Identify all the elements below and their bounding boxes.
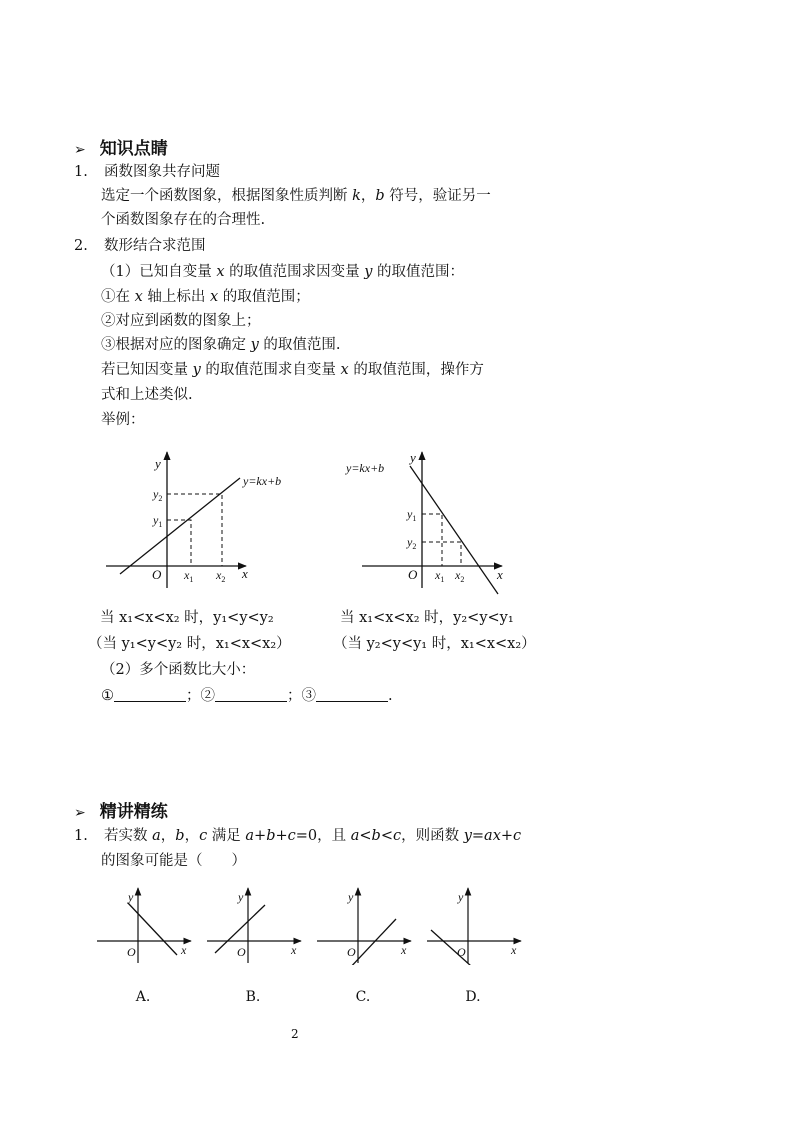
graph-increasing bbox=[100, 448, 320, 598]
text-run: 选定一个函数图象，根据图象性质判断 bbox=[101, 188, 353, 204]
graph2-condition-reverse: （当 y₂<y<y₁ 时，x₁<x<x₂） bbox=[333, 636, 536, 652]
option-a-graph[interactable] bbox=[95, 885, 195, 965]
graph-decreasing bbox=[340, 448, 520, 598]
text-run: 的取值范围. bbox=[258, 337, 341, 353]
item-2-sub1 bbox=[101, 262, 464, 282]
var-y: y bbox=[192, 362, 201, 378]
item-number: 1. bbox=[74, 164, 88, 180]
var-c: c bbox=[199, 828, 208, 844]
label-y: y bbox=[410, 450, 416, 465]
circled-2: ② bbox=[200, 688, 215, 704]
label-x: x bbox=[181, 943, 187, 957]
label-origin: O bbox=[152, 567, 162, 582]
inequality: a<b<c bbox=[350, 828, 402, 844]
text-run: 的取值范围： bbox=[372, 264, 465, 280]
section-title-knowledge bbox=[74, 134, 168, 159]
text-run: 若实数 bbox=[104, 828, 153, 844]
circled-3: ③ bbox=[301, 688, 316, 704]
var-b: b bbox=[375, 188, 385, 204]
label-y2: $y_2$ bbox=[153, 487, 163, 503]
label-x: x bbox=[511, 943, 517, 957]
blank-3[interactable] bbox=[316, 687, 388, 702]
blank-1[interactable] bbox=[114, 687, 186, 702]
circled-1: ① bbox=[101, 688, 114, 704]
section-title-practice bbox=[74, 797, 168, 822]
label-origin: O bbox=[127, 945, 136, 959]
section-title-text: 知识点睛 bbox=[99, 139, 168, 159]
option-d-graph[interactable] bbox=[425, 885, 525, 965]
text-run: ， bbox=[184, 828, 200, 844]
item-2-sub2: （2）多个函数比大小： bbox=[101, 662, 256, 678]
text-run: ①在 bbox=[101, 289, 135, 305]
var-y: y bbox=[364, 264, 373, 280]
label-y: y bbox=[155, 456, 161, 471]
var-y: y bbox=[250, 337, 259, 353]
fill-in-blanks bbox=[101, 686, 393, 706]
text-run: ，则函数 bbox=[401, 828, 464, 844]
text-run: 符号，验证另一 bbox=[384, 188, 491, 204]
option-line bbox=[431, 930, 481, 965]
label-x: x bbox=[242, 566, 248, 581]
label-function: y=kx+b bbox=[243, 474, 282, 488]
label-y1: $y_1$ bbox=[407, 507, 417, 523]
var-a: a bbox=[152, 828, 161, 844]
function-expr: y=ax+c bbox=[463, 828, 522, 844]
label-x2: $x_2$ bbox=[455, 568, 465, 584]
item-title-text: 数形结合求范围 bbox=[104, 238, 206, 254]
graph1-condition-reverse: （当 y₁<y<y₂ 时，x₁<x<x₂） bbox=[88, 636, 291, 652]
item-number: 2. bbox=[74, 238, 88, 254]
item-title-text: 函数图象共存问题 bbox=[104, 164, 220, 180]
separator: ； bbox=[186, 688, 201, 704]
item-2-step1 bbox=[101, 287, 310, 307]
var-x: x bbox=[216, 264, 225, 280]
text-run: 的取值范围，操作方 bbox=[348, 362, 484, 378]
text-run: 的取值范围求自变量 bbox=[200, 362, 341, 378]
item-2-step2: ②对应到函数的图象上； bbox=[101, 313, 261, 329]
item-2-reverse-line1 bbox=[101, 360, 484, 380]
label-origin: O bbox=[347, 945, 356, 959]
text-run: 的取值范围； bbox=[218, 289, 310, 305]
label-x2: $x_2$ bbox=[216, 568, 226, 584]
label-y: y bbox=[128, 890, 134, 904]
option-b-graph[interactable] bbox=[205, 885, 305, 965]
item-1-title bbox=[74, 162, 220, 182]
label-x: x bbox=[497, 567, 503, 582]
graph2-condition: 当 x₁<x<x₂ 时，y₂<y<y₁ bbox=[340, 610, 514, 626]
item-2-title bbox=[74, 236, 206, 256]
label-origin: O bbox=[237, 945, 246, 959]
section-title-text: 精讲精练 bbox=[99, 802, 168, 822]
var-x: x bbox=[210, 289, 219, 305]
label-y: y bbox=[458, 890, 464, 904]
period: . bbox=[388, 688, 393, 704]
option-c-graph[interactable] bbox=[315, 885, 415, 965]
label-x1: $x_1$ bbox=[184, 568, 194, 584]
option-b-label[interactable]: B. bbox=[245, 989, 261, 1005]
label-y1: $y_1$ bbox=[153, 513, 163, 529]
text-run: （1）已知自变量 bbox=[101, 264, 217, 280]
item-2-step3 bbox=[101, 335, 341, 355]
separator: ； bbox=[287, 688, 302, 704]
option-d-label[interactable]: D. bbox=[465, 989, 481, 1005]
label-x: x bbox=[291, 943, 297, 957]
text-run: ③根据对应的图象确定 bbox=[101, 337, 251, 353]
guide-x1-y1 bbox=[422, 514, 442, 566]
function-line bbox=[410, 466, 498, 594]
question-number: 1. bbox=[74, 828, 88, 844]
text-run: 满足 bbox=[207, 828, 246, 844]
example-label: 举例： bbox=[101, 412, 145, 428]
item-1-desc-line2: 个函数图象存在的合理性. bbox=[101, 212, 266, 228]
label-y: y bbox=[238, 890, 244, 904]
page-number: 2 bbox=[291, 1027, 299, 1041]
text-run: 轴上标出 bbox=[142, 289, 211, 305]
text-run: 若已知因变量 bbox=[101, 362, 193, 378]
text-run: ， bbox=[360, 188, 376, 204]
equation: a+b+c bbox=[245, 828, 296, 844]
arrow-bullet-icon: ➢ bbox=[74, 805, 86, 821]
text-run: ， bbox=[160, 828, 176, 844]
label-x1: $x_1$ bbox=[435, 568, 445, 584]
item-2-reverse-line2: 式和上述类似. bbox=[101, 387, 193, 403]
text-run: =0，且 bbox=[295, 828, 351, 844]
label-y2: $y_2$ bbox=[407, 535, 417, 551]
label-x: x bbox=[401, 943, 407, 957]
graph1-condition: 当 x₁<x<x₂ 时，y₁<y<y₂ bbox=[100, 610, 274, 626]
var-x: x bbox=[340, 362, 349, 378]
label-origin: O bbox=[457, 945, 466, 959]
var-k: k bbox=[352, 188, 361, 204]
text-run: 的取值范围求因变量 bbox=[224, 264, 365, 280]
blank-2[interactable] bbox=[215, 687, 287, 702]
option-c-label[interactable]: C. bbox=[355, 989, 371, 1005]
question-1-line1 bbox=[74, 826, 521, 846]
var-b: b bbox=[175, 828, 185, 844]
label-y: y bbox=[348, 890, 354, 904]
var-x: x bbox=[134, 289, 143, 305]
arrow-bullet-icon: ➢ bbox=[74, 142, 86, 158]
option-a-label[interactable]: A. bbox=[135, 989, 151, 1005]
question-1-line2: 的图象可能是（ ） bbox=[101, 853, 246, 869]
label-function: y=kx+b bbox=[346, 461, 385, 475]
item-1-desc-line1 bbox=[101, 186, 491, 206]
label-origin: O bbox=[408, 567, 418, 582]
